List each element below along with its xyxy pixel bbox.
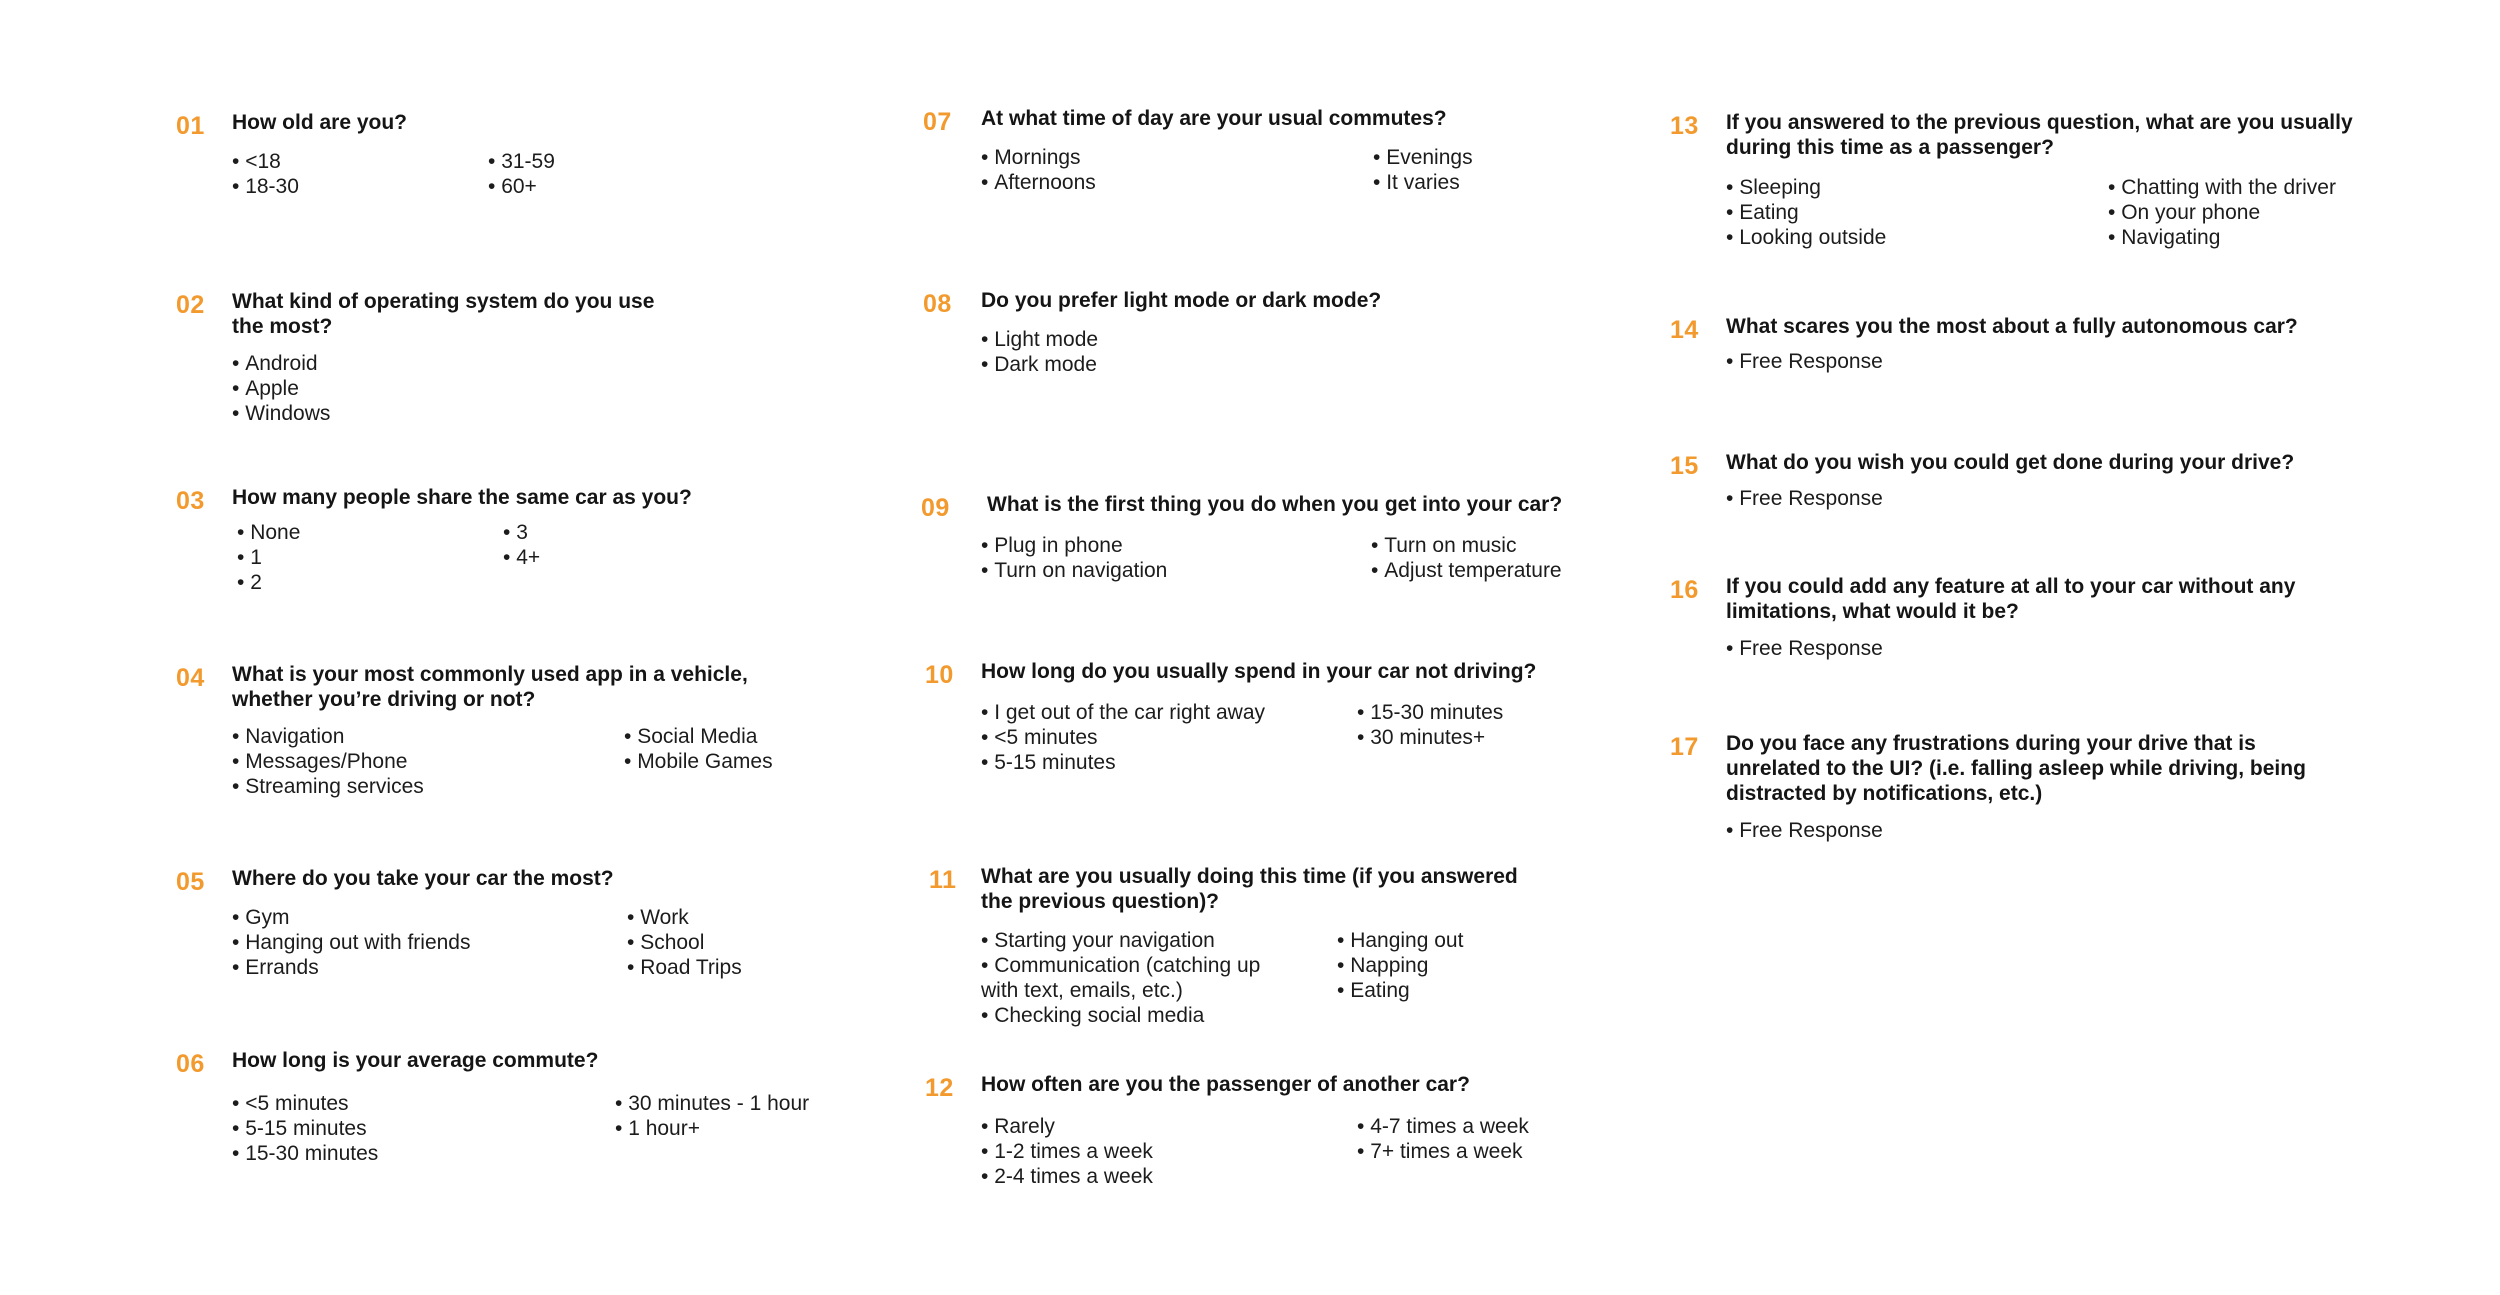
option-item: • On your phone: [2108, 200, 2390, 225]
option-item: • Chatting with the driver: [2108, 175, 2390, 200]
question-02: [176, 289, 816, 426]
question-number: 15: [1670, 452, 1699, 480]
option-item: • 18-30: [232, 174, 468, 199]
question-05: [176, 866, 816, 980]
option-item: • Communication (catching up with text, emails, etc.): [981, 953, 1281, 1003]
question-number: 13: [1670, 112, 1699, 140]
question-number: 09: [921, 494, 950, 522]
option-item: • 3: [503, 520, 816, 545]
option-item: • Free Response: [1726, 486, 2390, 511]
option-item: • 1-2 times a week: [981, 1139, 1337, 1164]
option-item: • School: [627, 930, 816, 955]
option-item: • Light mode: [981, 327, 1623, 352]
option-item: • 31-59: [488, 149, 816, 174]
question-title: Do you face any frustrations during your drive that is unrelated to the UI? (i.e. falling asleep while driving, being distracted by notifications, etc.): [1726, 732, 2306, 805]
question-07: [923, 106, 1623, 195]
question-03: [176, 485, 816, 595]
option-item: • Napping: [1337, 953, 1625, 978]
option-item: • Navigation: [232, 724, 604, 749]
option-item: • Turn on music: [1371, 533, 1621, 558]
option-item: • <18: [232, 149, 468, 174]
option-item: • Free Response: [1726, 818, 2390, 843]
option-item: • <5 minutes: [232, 1091, 595, 1116]
question-title: What is the first thing you do when you get into your car?: [987, 493, 1563, 516]
question-title: At what time of day are your usual commutes?: [981, 107, 1447, 130]
question-title: How long is your average commute?: [232, 1049, 599, 1072]
option-item: • Turn on navigation: [981, 558, 1351, 583]
option-item: • 4+: [503, 545, 816, 570]
option-item: • 7+ times a week: [1357, 1139, 1625, 1164]
option-item: • 4-7 times a week: [1357, 1114, 1625, 1139]
question-title: Where do you take your car the most?: [232, 867, 614, 890]
option-item: • Adjust temperature: [1371, 558, 1621, 583]
option-item: • Streaming services: [232, 774, 604, 799]
question-number: 14: [1670, 316, 1699, 344]
option-item: • Eating: [1337, 978, 1625, 1003]
option-item: • Road Trips: [627, 955, 816, 980]
option-item: • Hanging out: [1337, 928, 1625, 953]
option-item: • Navigating: [2108, 225, 2390, 250]
question-number: 01: [176, 112, 205, 140]
option-item: • 15-30 minutes: [1357, 700, 1625, 725]
option-item: • Afternoons: [981, 170, 1353, 195]
option-item: • 5-15 minutes: [232, 1116, 595, 1141]
question-number: 12: [925, 1074, 954, 1102]
option-item: • <5 minutes: [981, 725, 1337, 750]
question-12: [925, 1072, 1625, 1189]
question-title: What do you wish you could get done during your drive?: [1726, 451, 2295, 474]
option-item: • Checking social media: [981, 1003, 1281, 1028]
option-item: • Eating: [1726, 200, 2088, 225]
question-13: [1670, 110, 2390, 250]
option-item: • Sleeping: [1726, 175, 2088, 200]
question-title: What kind of operating system do you use the most?: [232, 290, 655, 338]
question-17: [1670, 731, 2390, 843]
question-10: [925, 659, 1625, 775]
question-number: 11: [929, 866, 957, 894]
option-item: • 60+: [488, 174, 816, 199]
question-number: 17: [1670, 733, 1699, 761]
question-number: 07: [923, 108, 952, 136]
option-item: • None: [237, 520, 483, 545]
question-title: How old are you?: [232, 111, 408, 134]
option-item: • Windows: [232, 401, 816, 426]
option-item: • 30 minutes+: [1357, 725, 1625, 750]
question-08: [923, 288, 1623, 377]
question-title: What are you usually doing this time (if you answered the previous question)?: [981, 865, 1518, 913]
option-item: • 5-15 minutes: [981, 750, 1337, 775]
question-16: [1670, 574, 2390, 661]
question-title: If you answered to the previous question, what are you usually during this time as a passenger?: [1726, 111, 2353, 159]
question-number: 02: [176, 291, 205, 319]
question-09: [921, 492, 1621, 583]
option-item: • Mornings: [981, 145, 1353, 170]
option-item: • Gym: [232, 905, 607, 930]
option-item: • 2-4 times a week: [981, 1164, 1337, 1189]
option-item: • 2: [237, 570, 483, 595]
question-title: What scares you the most about a fully autonomous car?: [1726, 315, 2298, 338]
option-item: • Plug in phone: [981, 533, 1351, 558]
option-item: • 30 minutes - 1 hour: [615, 1091, 816, 1116]
option-item: • Work: [627, 905, 816, 930]
question-06: [176, 1048, 816, 1166]
option-item: • Free Response: [1726, 636, 2390, 661]
question-title: Do you prefer light mode or dark mode?: [981, 289, 1382, 312]
question-title: What is your most commonly used app in a vehicle, whether you’re driving or not?: [232, 663, 748, 711]
option-item: • 15-30 minutes: [232, 1141, 595, 1166]
option-item: • Evenings: [1373, 145, 1623, 170]
question-number: 03: [176, 487, 205, 515]
option-item: • Rarely: [981, 1114, 1337, 1139]
question-title: How many people share the same car as you?: [232, 486, 692, 509]
option-item: • Looking outside: [1726, 225, 2088, 250]
option-item: • 1: [237, 545, 483, 570]
option-item: • Messages/Phone: [232, 749, 604, 774]
question-04: [176, 662, 816, 799]
option-item: • Dark mode: [981, 352, 1623, 377]
option-item: • Apple: [232, 376, 816, 401]
question-14: [1670, 314, 2390, 374]
question-title: If you could add any feature at all to your car without any limitations, what would it be?: [1726, 575, 2296, 623]
question-number: 10: [925, 661, 954, 689]
option-item: • Starting your navigation: [981, 928, 1281, 953]
option-item: • It varies: [1373, 170, 1623, 195]
question-01: [176, 110, 816, 199]
option-item: • Hanging out with friends: [232, 930, 607, 955]
question-title: How often are you the passenger of another car?: [981, 1073, 1470, 1096]
question-number: 06: [176, 1050, 205, 1078]
question-number: 05: [176, 868, 205, 896]
option-item: • Mobile Games: [624, 749, 816, 774]
question-title: How long do you usually spend in your car not driving?: [981, 660, 1537, 683]
question-11: [925, 864, 1625, 1028]
option-item: • Social Media: [624, 724, 816, 749]
option-item: • Free Response: [1726, 349, 2390, 374]
question-number: 04: [176, 664, 205, 692]
question-15: [1670, 450, 2390, 511]
option-item: • I get out of the car right away: [981, 700, 1337, 725]
option-item: • 1 hour+: [615, 1116, 816, 1141]
question-number: 08: [923, 290, 952, 318]
option-item: • Android: [232, 351, 816, 376]
option-item: • Errands: [232, 955, 607, 980]
question-number: 16: [1670, 576, 1699, 604]
